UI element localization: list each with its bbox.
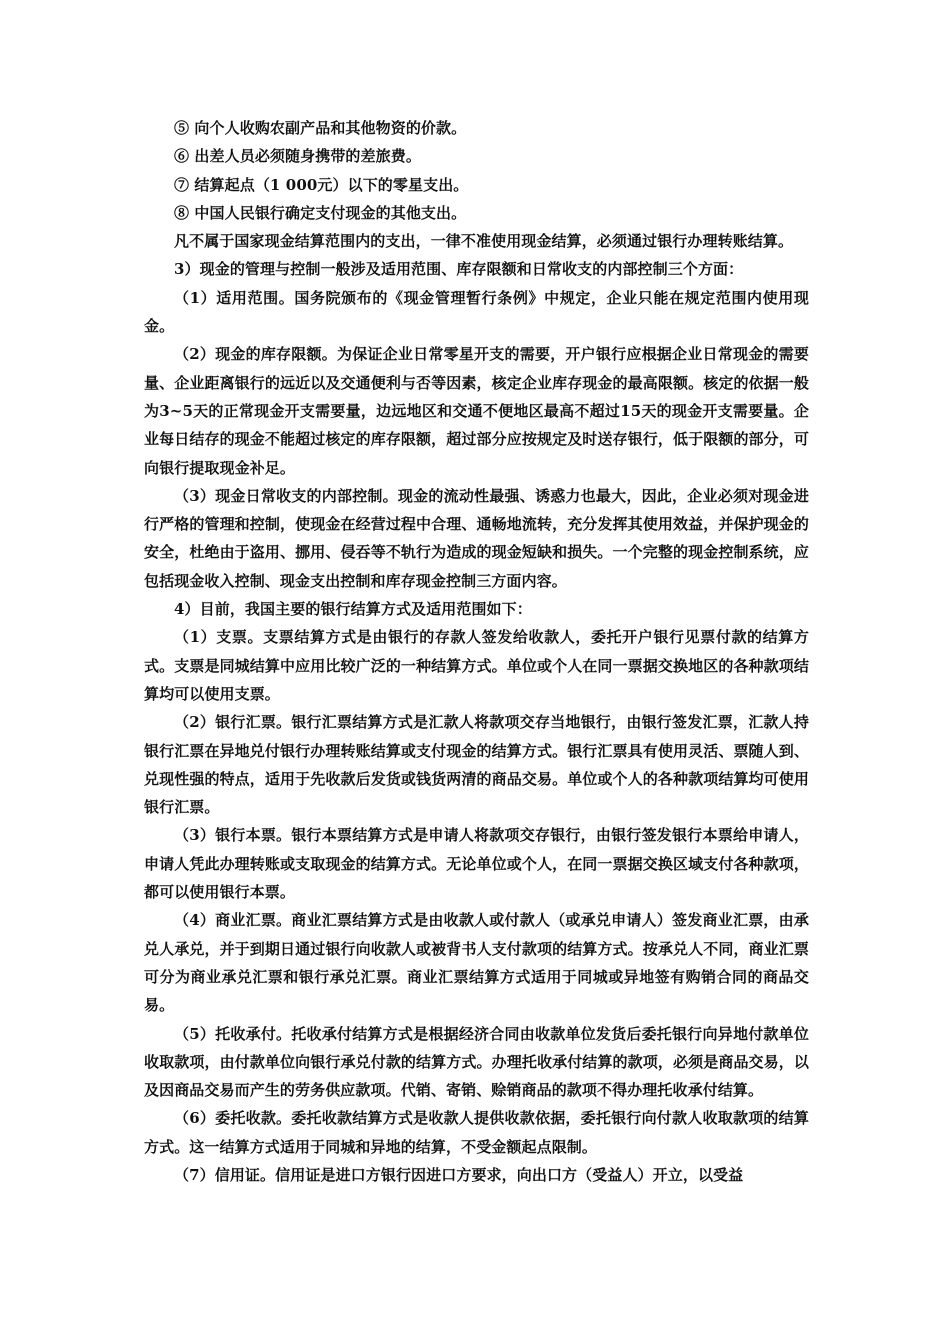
list-item: ⑥ 出差人员必须随身携带的差旅费。 (174, 147, 421, 166)
list-item: ⑤ 向个人收购农副产品和其他物资的价款。 (174, 119, 467, 137)
paragraph-section-4-heading: 4）目前，我国主要的银行结算方式及适用范围如下： (174, 600, 532, 619)
paragraph-section-3-heading: 3）现金的管理与控制一般涉及适用范围、库存限额和日常收支的内部控制三个方面： (174, 260, 744, 279)
paragraph-internal-control: （3）现金日常收支的内部控制。现金的流动性最强、诱惑力也最大，因此，企业必须对现金进行严格的管理和控制，使现金在经营过程中合理、通畅地流转，充分发挥其使用效益，并保护现金的安全，杜绝由于盗用、挪用、侵吞等不轨行为造成的现金短缺和损失。一个完整的现金控制系统，应包括现金收入控制、现金支出控制和库存现金控制三方面内容。 (144, 486, 809, 590)
paragraph-cash-settlement-rule: 凡不属于国家现金结算范围内的支出，一律不准使用现金结算，必须通过银行办理转账结算。 (174, 232, 794, 251)
document-page (144, 114, 809, 1189)
paragraph-inventory-limit: （2）现金的库存限额。为保证企业日常零星开支的需要，开户银行应根据企业日常现金的需要量、企业距离银行的远近以及交通便利与否等因素，核定企业库存现金的最高限额。核定的依据一般为3~5天的正常现金开支需要量，边远地区和交通不便地区最高不超过15天的现金开支需要量。企业每日结存的现金不能超过核定的库存限额，超过部分应按规定及时送存银行，低于限额的部分，可向银行提取现金补足。 (144, 345, 809, 477)
paragraph-cashier-cheque: （3）银行本票。银行本票结算方式是申请人将款项交存银行，由银行签发银行本票给申请人，申请人凭此办理转账或支取现金的结算方式。无论单位或个人，在同一票据交换区域支付各种款项，都可以使用银行本票。 (144, 826, 809, 902)
paragraph-scope-of-use: （1）适用范围。国务院颁布的《现金管理暂行条例》中规定，企业只能在规定范围内使用现金。 (144, 288, 809, 336)
list-item: ⑧ 中国人民银行确定支付现金的其他支出。 (174, 203, 467, 222)
paragraph-cheque: （1）支票。支票结算方式是由银行的存款人签发给收款人，委托开户银行见票付款的结算方式。支票是同城结算中应用比较广泛的一种结算方式。单位或个人在同一票据交换地区的各种款项结算均可以使用支票。 (144, 628, 809, 703)
paragraph-bank-draft: （2）银行汇票。银行汇票结算方式是汇款人将款项交存当地银行，由银行签发汇票，汇款人持银行汇票在异地兑付银行办理转账结算或支付现金的结算方式。银行汇票具有使用灵活、票随人到、兑现性强的特点，适用于先收款后发货或钱货两清的商品交易。单位或个人的各种款项结算均可使用银行汇票。 (144, 713, 809, 817)
paragraph-entrusted-collection: （6）委托收款。委托收款结算方式是收款人提供收款依据，委托银行向付款人收取款项的结算方式。这一结算方式适用于同城和异地的结算，不受金额起点限制。 (144, 1109, 809, 1156)
paragraph-collection-acceptance: （5）托收承付。托收承付结算方式是根据经济合同由收款单位发货后委托银行向异地付款单位收取款项，由付款单位向银行承兑付款的结算方式。办理托收承付结算的款项，必须是商品交易，以及因商品交易而产生的劳务供应款项。代销、寄销、赊销商品的款项不得办理托收承付结算。 (144, 1024, 809, 1100)
paragraph-letter-of-credit: （7）信用证。信用证是进口方银行因进口方要求，向出口方（受益人）开立，以受益 (174, 1165, 744, 1184)
paragraph-commercial-draft: （4）商业汇票。商业汇票结算方式是由收款人或付款人（或承兑申请人）签发商业汇票，由承兑人承兑，并于到期日通过银行向收款人或被背书人支付款项的结算方式。按承兑人不同，商业汇票可分为商业承兑汇票和银行承兑汇票。商业汇票结算方式适用于同城或异地签有购销合同的商品交易。 (144, 911, 809, 1015)
list-item: ⑦ 结算起点（1 000元）以下的零星支出。 (174, 175, 469, 194)
